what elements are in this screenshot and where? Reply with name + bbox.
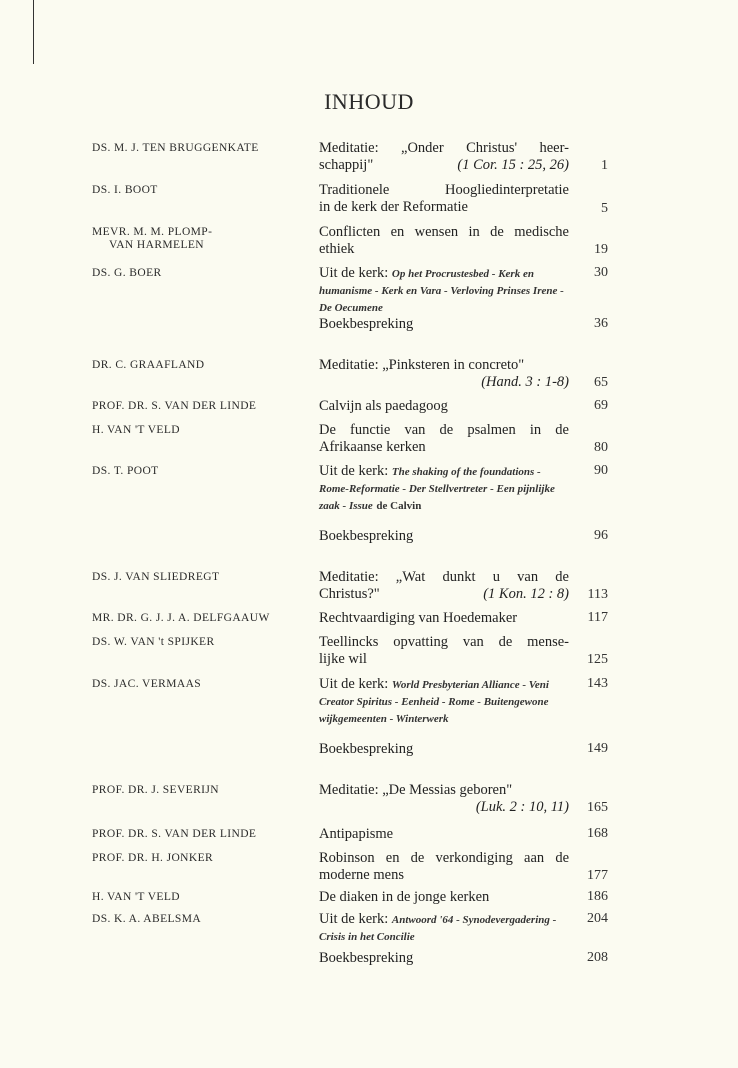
author: DS. G. BOER [92, 267, 162, 279]
entry-text: Antipapisme [319, 826, 394, 842]
page-number: 113 [587, 587, 608, 602]
entry-line: Conflicten en wensen in de medische [319, 224, 569, 240]
page-number: 65 [594, 375, 608, 390]
page-number: 186 [587, 889, 608, 904]
page-number: 204 [587, 911, 608, 926]
author: DS. T. POOT [92, 465, 159, 477]
entry-text: Christus?" [319, 586, 380, 602]
section-label: Uit de kerk: [319, 676, 389, 692]
entry-text [319, 676, 569, 727]
subtopics: The shaking of the foundations - Rome-Reformatie - Der Stellvertreter - Een pijnlijke zaak - Issue [319, 466, 555, 512]
page-number: 30 [594, 265, 608, 280]
page-number: 1 [601, 158, 608, 173]
entry-line [319, 157, 569, 174]
entry-text: De diaken in de jonge kerken [319, 889, 490, 905]
entry-text [319, 463, 569, 514]
author: DS. K. A. ABELSMA [92, 913, 202, 925]
entry-line: Teellincks opvatting van de mense- [319, 634, 569, 650]
scripture-reference: (Hand. 3 : 1-8) [481, 374, 569, 390]
section-label: Uit de kerk: [319, 911, 389, 927]
entry-line: Robinson en de verkondiging aan de [319, 850, 569, 866]
entry-text: Rechtvaardiging van Hoedemaker [319, 610, 518, 626]
author: DS. I. BOOT [92, 184, 158, 196]
scripture-reference: (Luk. 2 : 10, 11) [475, 799, 569, 815]
page-number: 80 [594, 440, 608, 455]
section-label: Uit de kerk: [319, 463, 389, 479]
page-number: 96 [594, 528, 608, 543]
author: DS. JAC. VERMAAS [92, 678, 202, 690]
page-number: 19 [594, 242, 608, 257]
entry-line: Afrikaanse kerken [319, 439, 426, 455]
entry-line: Meditatie: „De Messias geboren" [319, 782, 513, 798]
author: PROF. DR. H. JONKER [92, 852, 214, 864]
subtopics: Antwoord '64 - Synodevergadering - Crisis in het Concilie [319, 914, 557, 943]
author: PROF. DR. S. VAN DER LINDE [92, 828, 257, 840]
entry-line: De functie van de psalmen in de [319, 422, 569, 438]
author: DS. M. J. TEN BRUGGENKATE [92, 142, 259, 154]
entry-line: Meditatie: „Pinksteren in concreto" [319, 357, 525, 373]
page-number: 177 [587, 868, 608, 883]
entry-line: Meditatie: „Onder Christus' heer- [319, 140, 569, 156]
subtopics: World Presbyterian Alliance - Veni Creator Spiritus - Eenheid - Rome - Buitengewone wijkgemeenten - Winterwerk [319, 679, 549, 725]
subtopics: Op het Procrustesbed - Kerk en humanisme - Kerk en Vara - Verloving Prinses Irene - De Oecumene [319, 268, 564, 314]
entry-text: Boekbespreking [319, 950, 414, 966]
entry-text: schappij" [319, 157, 374, 173]
entry-text: Boekbespreking [319, 316, 414, 332]
page-number: 117 [587, 610, 608, 625]
author: DS. W. VAN 't SPIJKER [92, 636, 215, 648]
page-number: 208 [587, 950, 608, 965]
entry-line: ethiek [319, 241, 355, 257]
entry-line [319, 586, 569, 603]
scripture-reference: (1 Kon. 12 : 8) [483, 586, 569, 602]
author: H. VAN 'T VELD [92, 891, 180, 903]
entry-text [319, 265, 569, 316]
entry-line [319, 799, 569, 816]
page-number: 168 [587, 826, 608, 841]
author: MR. DR. G. J. J. A. DELFGAAUW [92, 612, 270, 624]
author [92, 226, 212, 252]
entry-text: Boekbespreking [319, 741, 414, 757]
entry-line: lijke wil [319, 651, 367, 667]
page-number: 90 [594, 463, 608, 478]
author-line: VAN HARMELEN [109, 239, 204, 251]
entry-line: Meditatie: „Wat dunkt u van de [319, 569, 569, 585]
page-number: 36 [594, 316, 608, 331]
entry-text [319, 911, 569, 945]
page-title: INHOUD [324, 89, 414, 114]
subtopics-tail: de Calvin [376, 500, 422, 512]
author: PROF. DR. S. VAN DER LINDE [92, 400, 257, 412]
author: H. VAN 'T VELD [92, 424, 180, 436]
page-number: 5 [601, 201, 608, 216]
margin-rule [33, 0, 34, 64]
section-label: Uit de kerk: [319, 265, 389, 281]
page-number: 143 [587, 676, 608, 691]
page-number: 69 [594, 398, 608, 413]
page-number: 165 [587, 800, 608, 815]
entry-line [319, 374, 569, 391]
entry-line: Traditionele Hoogliedinterpretatie [319, 182, 569, 198]
entry-text: Boekbespreking [319, 528, 414, 544]
author: DR. C. GRAAFLAND [92, 359, 205, 371]
entry-line: moderne mens [319, 867, 404, 883]
author: DS. J. VAN SLIEDREGT [92, 571, 220, 583]
page-number: 149 [587, 741, 608, 756]
entry-text: Calvijn als paedagoog [319, 398, 448, 414]
author: PROF. DR. J. SEVERIJN [92, 784, 219, 796]
scripture-reference: (1 Cor. 15 : 25, 26) [457, 157, 569, 173]
page-number: 125 [587, 652, 608, 667]
author-line: MEVR. M. M. PLOMP- [92, 226, 213, 238]
entry-line: in de kerk der Reformatie [319, 199, 468, 215]
